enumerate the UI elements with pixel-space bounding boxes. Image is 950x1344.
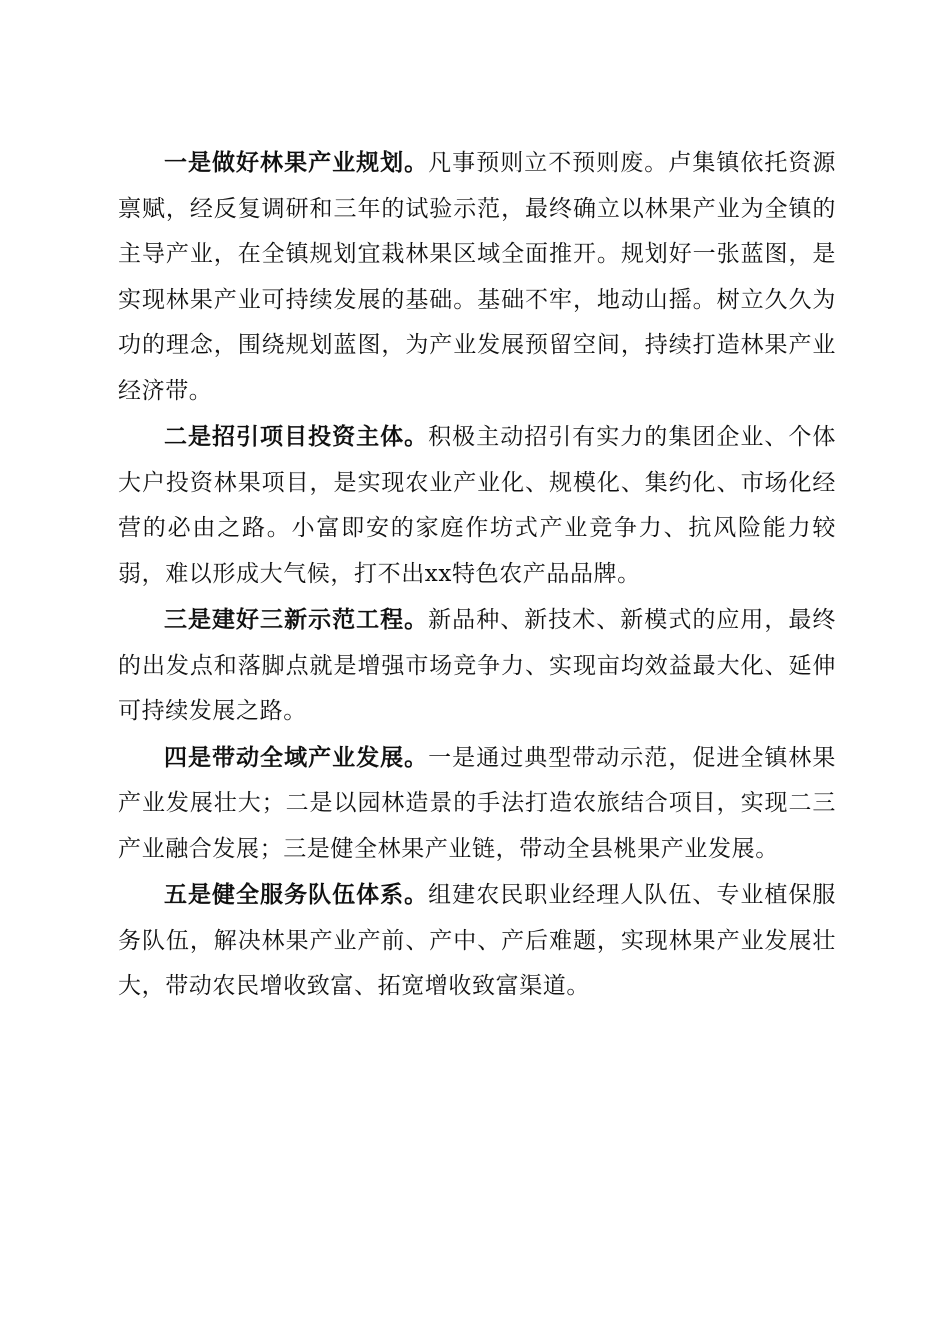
paragraph-3-heading: 三是建好三新示范工程。 — [164, 606, 429, 633]
paragraph-2 — [118, 414, 836, 597]
paragraph-1-text: 凡事预则立不预则废。卢集镇依托资源禀赋，经反复调研和三年的试验示范，最终确立以林果产业为全镇的主导产业，在全镇规划宜栽林果区域全面推开。规划好一张蓝图，是实现林果产业可持续发展的基础。基础不牢，地动山摇。树立久久为功的理念，围绕规划蓝图，为产业发展预留空间，持续打造林果产业经济带。 — [118, 150, 837, 404]
paragraph-4-text: 一是通过典型带动示范，促进全镇林果产业发展壮大；二是以园林造景的手法打造农旅结合项目，实现二三产业融合发展；三是健全林果产业链，带动全县桃果产业发展。 — [118, 744, 837, 862]
paragraph-3-text: 新品种、新技术、新模式的应用，最终的出发点和落脚点就是增强市场竞争力、实现亩均效益最大化、延伸可持续发展之路。 — [118, 607, 837, 724]
paragraph-3 — [118, 597, 836, 735]
paragraph-1-heading: 一是做好林果产业规划。 — [164, 149, 429, 176]
paragraph-2-text: 积极主动招引有实力的集团企业、个体大户投资林果项目，是实现农业产业化、规模化、集约化、市场化经营的必由之路。小富即安的家庭作坊式产业竞争力、抗风险能力较弱，难以形成大气候，打不出xx特色农产品品牌。 — [118, 424, 837, 587]
paragraph-5 — [118, 872, 836, 1010]
paragraph-4 — [118, 735, 836, 873]
paragraph-4-heading: 四是带动全域产业发展。 — [164, 743, 429, 771]
paragraph-2-heading: 二是招引项目投资主体。 — [164, 423, 429, 450]
document-body — [118, 140, 836, 1010]
paragraph-1 — [118, 140, 836, 414]
paragraph-5-heading: 五是健全服务队伍体系。 — [164, 881, 429, 908]
paragraph-5-text: 组建农民职业经理人队伍、专业植保服务队伍，解决林果产业产前、产中、产后难题，实现林果产业发展壮大，带动农民增收致富、拓宽增收致富渠道。 — [118, 882, 837, 999]
